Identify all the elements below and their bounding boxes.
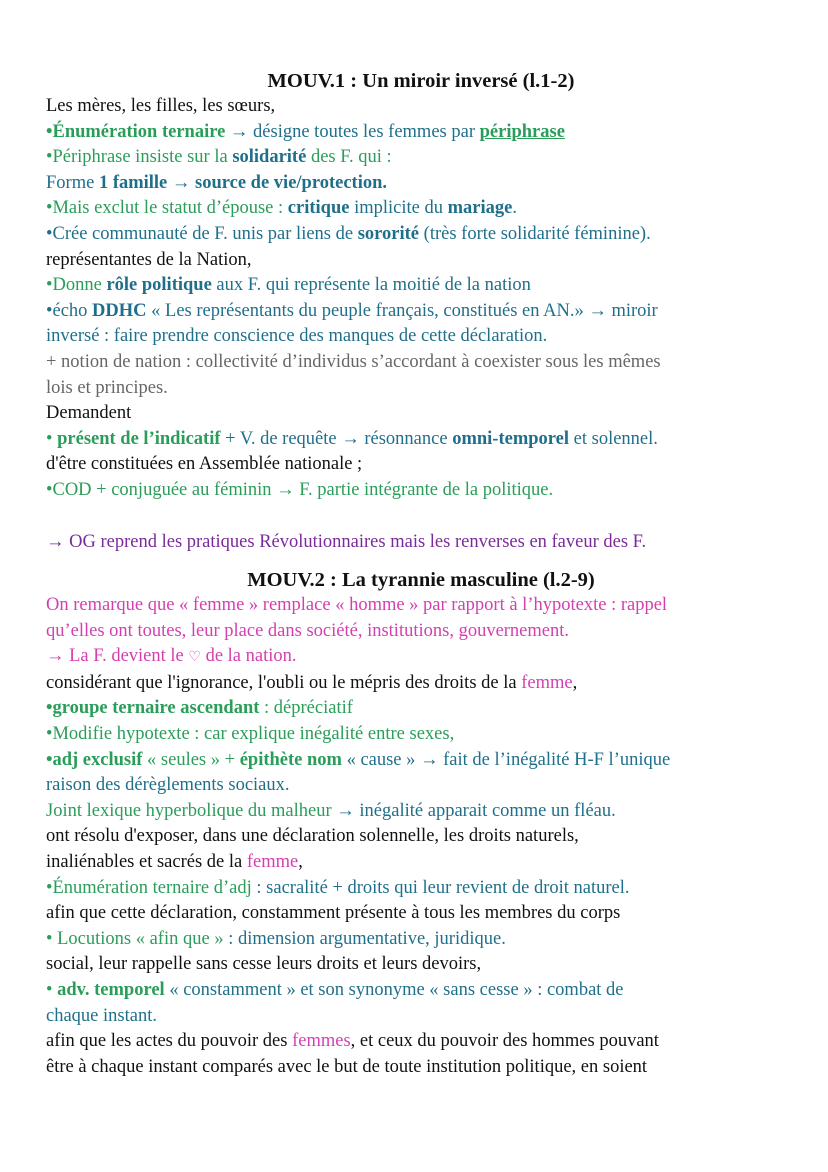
- note-line: [46, 427, 796, 453]
- note-line: •COD + conjuguée au féminin → F. partie intégrante de la politique.: [46, 479, 554, 500]
- quote-line: afin que cette déclaration, constamment présente à tous les membres du corps: [46, 903, 621, 924]
- quote-line: [46, 1029, 796, 1055]
- note-text: : dimension argumentative, juridique.: [223, 928, 506, 949]
- quote-line: [46, 671, 796, 697]
- note-text: aux F. qui représente la moitié de la nation: [211, 275, 531, 296]
- note-line: raison des dérèglements sociaux.: [46, 775, 290, 796]
- note-text: •Périphrase insiste sur la: [46, 147, 233, 168]
- note-line: [46, 876, 796, 902]
- note-text: →: [167, 172, 196, 193]
- note-line: inversé : faire prendre conscience des manques de cette déclaration.: [46, 326, 548, 347]
- spacer: [46, 555, 796, 567]
- highlight: présent de l’indicatif: [57, 428, 221, 449]
- quote-line: ont résolu d'exposer, dans une déclaration solennelle, les droits naturels,: [46, 826, 579, 847]
- section-2-title: MOUV.2 : La tyrannie masculine (l.2-9): [247, 569, 595, 592]
- quote-line: Demandent: [46, 403, 132, 424]
- note-line: [46, 799, 796, 825]
- document-page: [46, 68, 796, 1080]
- note-line: [46, 644, 796, 671]
- highlight: mariage: [447, 198, 513, 219]
- highlight: rôle politique: [106, 275, 212, 296]
- note-text: → désigne toutes les femmes par: [225, 121, 480, 142]
- highlight: •groupe ternaire ascendant: [46, 698, 260, 719]
- note-text: des F. qui :: [306, 147, 392, 168]
- highlight: •Énumération ternaire: [46, 121, 226, 142]
- note-text: .: [512, 198, 517, 219]
- note-line: lois et principes.: [46, 377, 168, 398]
- highlight: sororité: [357, 223, 420, 244]
- note-text: « seules » +: [142, 749, 240, 770]
- note-text: « cause » → fait de l’inégalité H-F l’unique: [341, 749, 671, 770]
- quote-line: d'être constituées en Assemblée nationale ;: [46, 454, 363, 475]
- highlight: femmes: [292, 1031, 351, 1052]
- highlight: périphrase: [479, 121, 565, 142]
- note-line: [46, 299, 796, 325]
- note-line: •Modifie hypotexte : car explique inégalité entre sexes,: [46, 724, 455, 745]
- quote-line: être à chaque instant comparés avec le but de toute institution politique, en soient: [46, 1056, 648, 1077]
- note-text: •Donne: [46, 275, 107, 296]
- note-line: [46, 748, 796, 774]
- note-text: → inégalité apparait comme un fléau.: [331, 800, 616, 821]
- quote-text: afin que les actes du pouvoir des: [46, 1031, 293, 1052]
- heart-icon: ♡: [188, 649, 201, 666]
- section-1-title: MOUV.1 : Un miroir inversé (l.1-2): [267, 70, 575, 92]
- conclusion-line: → OG reprend les pratiques Révolutionnaires mais les renverses en faveur des F.: [46, 531, 647, 552]
- note-line: + notion de nation : collectivité d’individus s’accordant à coexister sous les mêmes: [46, 351, 661, 372]
- note-text: •Mais exclut le statut d’épouse :: [46, 198, 288, 219]
- quote-text: , et ceux du pouvoir des hommes pouvant: [350, 1031, 659, 1052]
- quote-line: représentantes de la Nation,: [46, 249, 252, 270]
- highlight: omni-temporel: [452, 428, 570, 449]
- highlight: femme: [246, 852, 299, 873]
- highlight: source de vie/protection.: [195, 172, 388, 193]
- note-text: Forme: [46, 172, 99, 193]
- note-line: [46, 196, 796, 222]
- note-text: « Les représentants du peuple français, constitués en AN.» → miroir: [146, 300, 658, 321]
- highlight: •adj exclusif: [46, 749, 143, 770]
- note-line: On remarque que « femme » remplace « homme » par rapport à l’hypotexte : rappel: [46, 595, 668, 616]
- note-line: [46, 120, 796, 146]
- highlight: critique: [287, 198, 350, 219]
- note-line: [46, 696, 796, 722]
- note-line: [46, 222, 796, 248]
- quote-text: ,: [572, 672, 578, 693]
- note-text: Joint lexique hyperbolique du malheur: [46, 800, 332, 821]
- highlight: adv. temporel: [57, 980, 165, 1000]
- note-text: •Crée communauté de F. unis par liens de: [46, 223, 358, 244]
- quote-text: inaliénables et sacrés de la: [46, 852, 247, 873]
- note-line: [46, 145, 796, 171]
- note-text: • Locutions « afin que »: [46, 928, 224, 949]
- note-text: de la nation.: [200, 646, 297, 667]
- note-text: implicite du: [349, 198, 448, 219]
- note-text: (très forte solidarité féminine).: [419, 223, 651, 244]
- quote-line: social, leur rappelle sans cesse leurs droits et leurs devoirs,: [46, 954, 482, 975]
- highlight: 1 famille: [98, 172, 168, 193]
- highlight: épithète nom: [239, 749, 342, 770]
- note-text: → La F. devient le: [46, 646, 189, 667]
- note-text: •: [46, 980, 58, 1000]
- note-line: [46, 927, 796, 953]
- highlight: DDHC: [92, 300, 147, 321]
- highlight: femme: [521, 672, 573, 693]
- quote-line: [46, 850, 796, 876]
- quote-text: ,: [298, 852, 303, 873]
- note-text: « constamment » et son synonyme « sans cesse » : combat de: [164, 980, 624, 1000]
- note-text: + V. de requête → résonnance: [220, 428, 453, 449]
- note-text: et solennel.: [569, 428, 658, 449]
- note-text: : dépréciatif: [259, 698, 353, 719]
- note-text: •Énumération ternaire d’adj: [46, 877, 252, 898]
- note-line: qu’elles ont toutes, leur place dans société, institutions, gouvernement.: [46, 620, 570, 641]
- spacer: [46, 504, 796, 530]
- highlight: solidarité: [232, 147, 307, 168]
- note-line: [46, 171, 796, 197]
- note-line: [46, 978, 796, 1004]
- note-text: •: [46, 428, 58, 449]
- note-line: chaque instant.: [46, 1005, 157, 1026]
- quote-line: Les mères, les filles, les sœurs,: [46, 96, 276, 116]
- note-text: •écho: [46, 300, 93, 321]
- quote-text: considérant que l'ignorance, l'oubli ou le mépris des droits de la: [46, 672, 522, 693]
- note-text: : sacralité + droits qui leur revient de droit naturel.: [251, 877, 630, 898]
- note-line: [46, 273, 796, 299]
